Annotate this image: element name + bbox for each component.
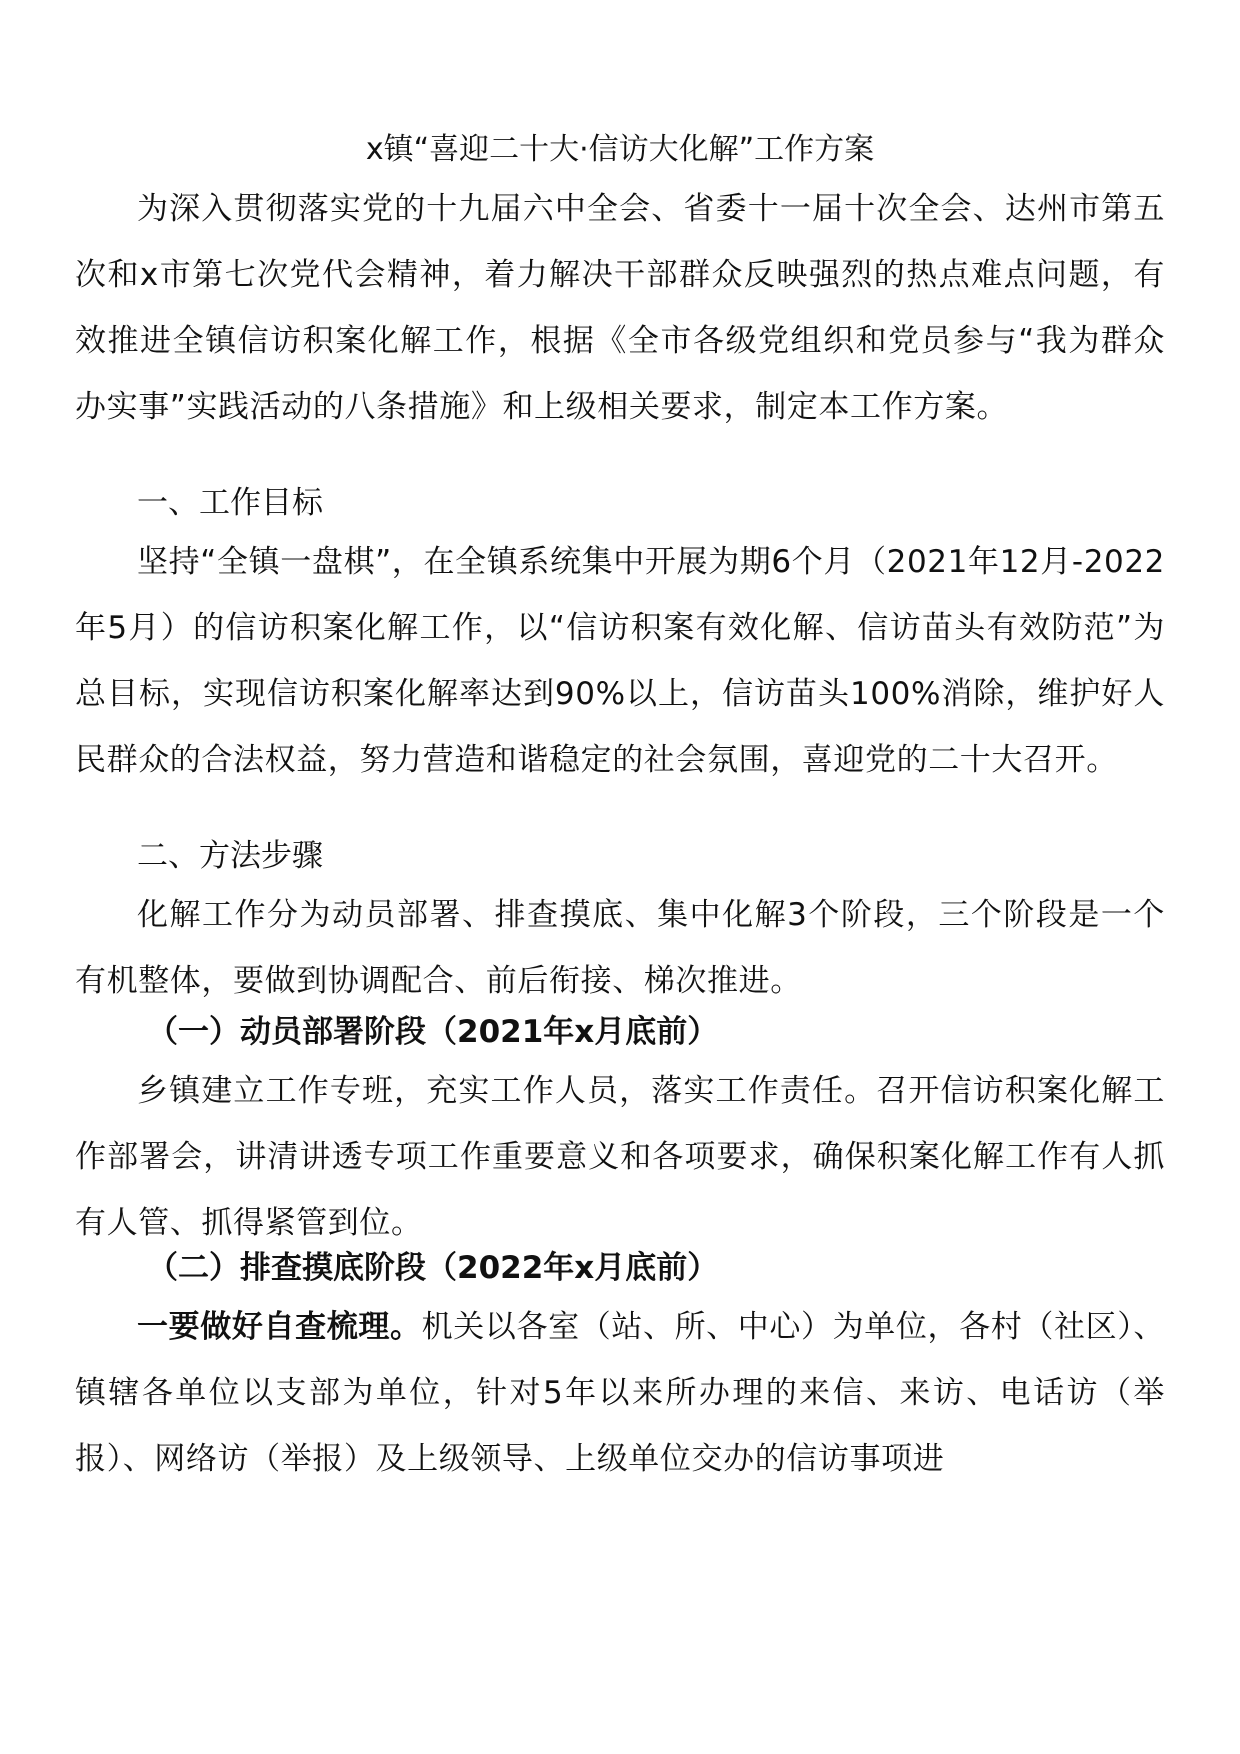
goals-paragraph: 坚持“全镇一盘棋”，在全镇系统集中开展为期6个月（2021年12月-2022年5月）的信访积案化解工作，以“信访积案有效化解、信访苗头有效防范”为总目标，实现信访积案化解率达到90%以上，信访苗头100%消除，维护好人民群众的合法权益，努力营造和谐稳定的社会氛围，喜迎党的二十大召开。 bbox=[75, 544, 1165, 778]
investigation-body-text: 机关以各室（站、所、中心）为单位，各村（社区）、镇辖各单位以支部为单位，针对5年以来所办理的来信、来访、电话访（举报）、网络访（举报）及上级领导、上级单位交办的信访事项进 bbox=[75, 1309, 1165, 1477]
mobilization-paragraph: 乡镇建立工作专班，充实工作人员，落实工作责任。召开信访积案化解工作部署会，讲清讲透专项工作重要意义和各项要求，确保积案化解工作有人抓有人管、抓得紧管到位。 bbox=[75, 1073, 1165, 1241]
section-heading-steps: 二、方法步骤 bbox=[137, 838, 323, 874]
stage-heading-mobilization: （一）动员部署阶段（2021年x月底前） bbox=[147, 1014, 719, 1050]
investigation-lead-text: 一要做好自查梳理。 bbox=[137, 1309, 422, 1345]
intro-paragraph: 为深入贯彻落实党的十九届六中全会、省委十一届十次全会、达州市第五次和x市第七次党代会精神，着力解决干部群众反映强烈的热点难点问题，有效推进全镇信访积案化解工作，根据《全市各级党组织和党员参与“我为群众办实事”实践活动的八条措施》和上级相关要求，制定本工作方案。 bbox=[75, 191, 1165, 425]
steps-paragraph: 化解工作分为动员部署、排查摸底、集中化解3个阶段，三个阶段是一个有机整体，要做到协调配合、前后衔接、梯次推进。 bbox=[75, 897, 1165, 999]
stage-heading-investigation: （二）排查摸底阶段（2022年x月底前） bbox=[147, 1250, 719, 1286]
section-heading-goals: 一、工作目标 bbox=[137, 485, 323, 521]
investigation-paragraph bbox=[75, 1294, 1165, 1492]
document-title: x镇“喜迎二十大·信访大化解”工作方案 bbox=[365, 132, 875, 167]
